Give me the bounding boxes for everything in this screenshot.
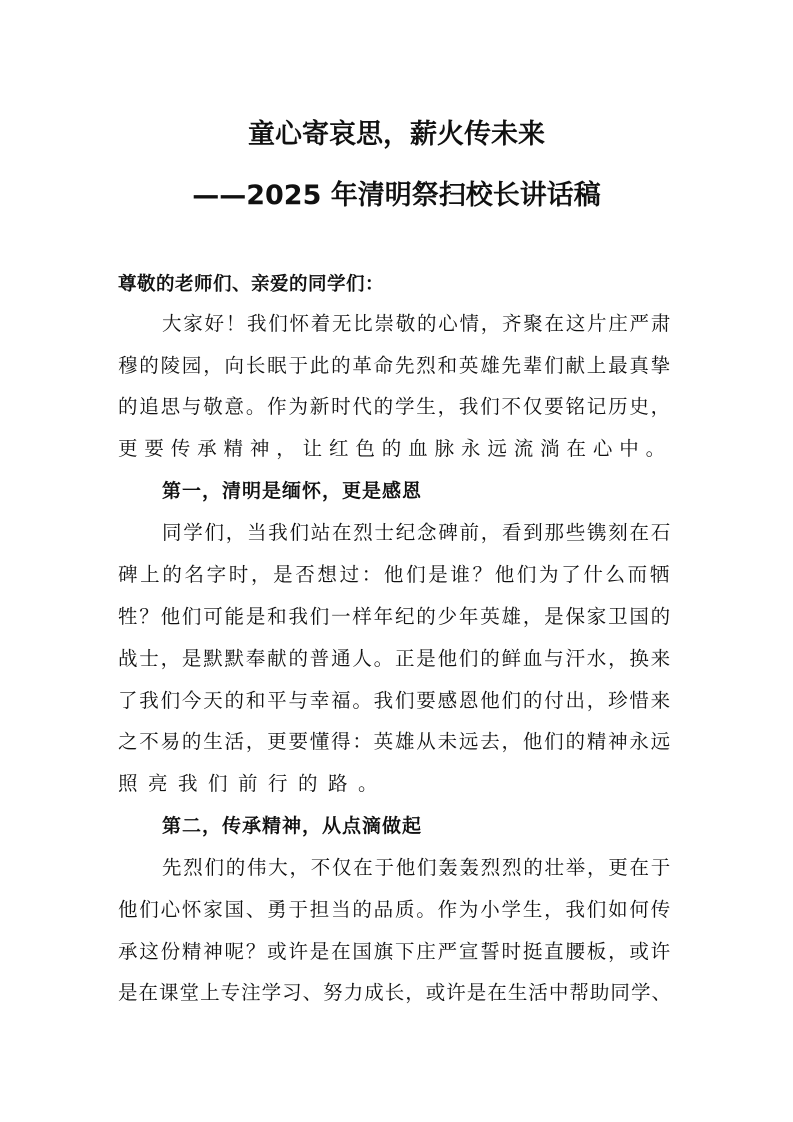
paragraph-line: 牲？他们可能是和我们一样年纪的少年英雄，是保家卫国的 <box>118 605 672 628</box>
paragraph-line: 碑上的名字时，是否想过：他们是谁？他们为了什么而牺 <box>118 563 672 586</box>
document-subtitle: ——2025 年清明祭扫校长讲话稿 <box>192 180 601 211</box>
section-heading-1: 第一，清明是缅怀，更是感恩 <box>162 480 423 502</box>
paragraph-line: 的追思与敬意。作为新时代的学生，我们不仅要铭记历史， <box>118 395 672 418</box>
paragraph-line: 同学们，当我们站在烈士纪念碑前，看到那些镌刻在石 <box>162 521 672 544</box>
section-heading-2: 第二，传承精神，从点滴做起 <box>162 815 423 837</box>
paragraph-line: 之不易的生活，更要懂得：英雄从未远去，他们的精神永远 <box>118 730 672 753</box>
paragraph-line: 是在课堂上专注学习、努力成长，或许是在生活中帮助同学、 <box>118 981 672 1004</box>
paragraph-line: 先烈们的伟大，不仅在于他们轰轰烈烈的壮举，更在于 <box>162 856 672 879</box>
paragraph-line: 穆的陵园，向长眠于此的革命先烈和英雄先辈们献上最真挚 <box>118 354 672 377</box>
salutation: 尊敬的老师们、亲爱的同学们： <box>118 274 385 295</box>
paragraph-line: 承这份精神呢？或许是在国旗下庄严宣誓时挺直腰板，或许 <box>118 940 672 963</box>
paragraph-line: 更要传承精神，让红色的血脉永远流淌在心中。 <box>118 437 672 460</box>
paragraph-line: 大家好！我们怀着无比崇敬的心情，齐聚在这片庄严肃 <box>162 312 672 335</box>
paragraph-line: 了我们今天的和平与幸福。我们要感恩他们的付出，珍惜来 <box>118 689 672 712</box>
paragraph-line: 他们心怀家国、勇于担当的品质。作为小学生，我们如何传 <box>118 898 672 921</box>
paragraph-line: 战士，是默默奉献的普通人。正是他们的鲜血与汗水，换来 <box>118 647 672 670</box>
document-title: 童心寄哀思，薪火传未来 <box>248 119 545 150</box>
paragraph-line: 照亮我们前行的路。 <box>118 772 389 795</box>
